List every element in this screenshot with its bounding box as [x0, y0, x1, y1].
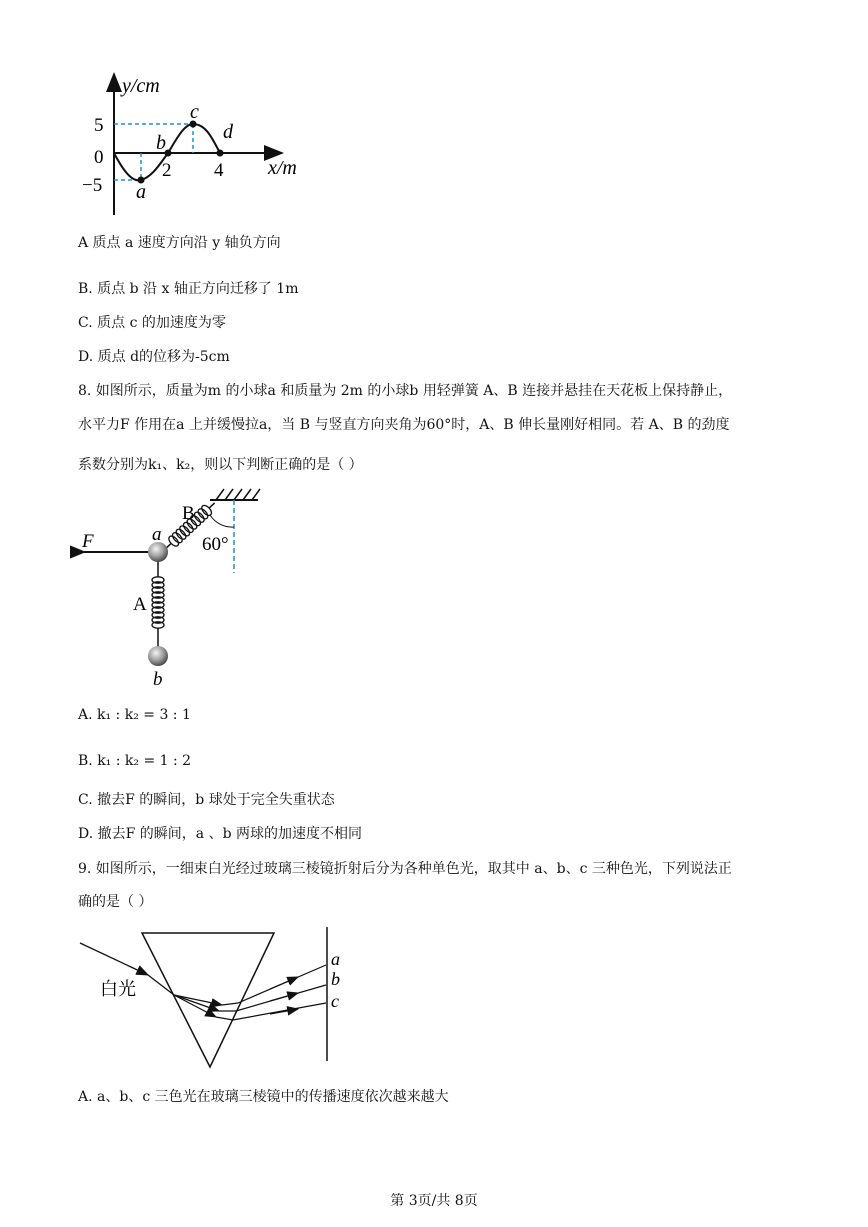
- q9-option-a: A. a、b、c 三色光在玻璃三棱镜中的传播速度依次越来越大: [78, 1089, 449, 1105]
- light-b-label: b: [331, 969, 340, 989]
- q8-option-b: B. k₁ : k₂ = 1 : 2: [78, 753, 192, 769]
- light-a-label: a: [331, 949, 340, 969]
- force-label: F: [82, 531, 94, 552]
- point-d-label: d: [223, 121, 233, 143]
- white-light-label: 白光: [100, 979, 136, 999]
- x-tick-2: 2: [162, 160, 172, 181]
- wave-graph: [60, 60, 320, 230]
- y-tick-5: 5: [94, 115, 104, 136]
- prism-figure: [70, 925, 360, 1075]
- q8-option-d: D. 撤去F 的瞬间，a 、b 两球的加速度不相同: [78, 826, 362, 842]
- angle-label: 60°: [202, 534, 229, 555]
- q7-option-c: C. 质点 c 的加速度为零: [78, 315, 226, 331]
- x-axis-label: x/m: [268, 157, 297, 179]
- q8-option-c: C. 撤去F 的瞬间，b 球处于完全失重状态: [78, 792, 335, 808]
- spring-b-label: B: [182, 503, 195, 524]
- q7-option-a: A 质点 a 速度方向沿 y 轴负方向: [78, 235, 281, 251]
- point-b-label: b: [156, 132, 166, 154]
- point-a-label: a: [136, 181, 146, 203]
- spring-a-label: A: [133, 594, 147, 615]
- q8-stem-line3: 系数分别为k₁、k₂，则以下判断正确的是（ ）: [78, 457, 363, 473]
- ball-a-label: a: [152, 524, 162, 545]
- page-footer: 第 3页/共 8页: [390, 1193, 478, 1209]
- y-axis-label: y/cm: [122, 75, 160, 97]
- q9-stem-line2: 确的是（ ）: [78, 894, 153, 910]
- q8-stem-line2: 水平力F 作用在a 上并缓慢拉a，当 B 与竖直方向夹角为60°时，A、B 伸长量刚好相同。若 A、B 的劲度: [78, 417, 730, 433]
- q7-option-b: B. 质点 b 沿 x 轴正方向迁移了 1m: [78, 281, 299, 297]
- spring-figure: [70, 485, 280, 695]
- ball-b-label: b: [153, 669, 163, 690]
- point-d-dot: [217, 150, 224, 157]
- ball-a: [148, 542, 168, 562]
- x-tick-4: 4: [214, 160, 224, 181]
- light-c-label: c: [331, 991, 339, 1011]
- point-c-label: c: [190, 101, 199, 123]
- q8-option-a: A. k₁ : k₂ = 3 : 1: [78, 707, 191, 723]
- y-tick-neg5: −5: [82, 175, 103, 196]
- q7-option-d: D. 质点 d的位移为-5cm: [78, 349, 230, 365]
- y-tick-0: 0: [94, 147, 104, 168]
- prism: [142, 933, 274, 1067]
- q8-stem-line1: 8. 如图所示，质量为m 的小球a 和质量为 2m 的小球b 用轻弹簧 A、B 连接并悬挂在天花板上保持静止，: [78, 383, 733, 399]
- q9-stem-line1: 9. 如图所示，一细束白光经过玻璃三棱镜折射后分为各种单色光，取其中 a、b、c 三种色光，下列说法正: [78, 861, 732, 877]
- ball-b: [148, 646, 168, 666]
